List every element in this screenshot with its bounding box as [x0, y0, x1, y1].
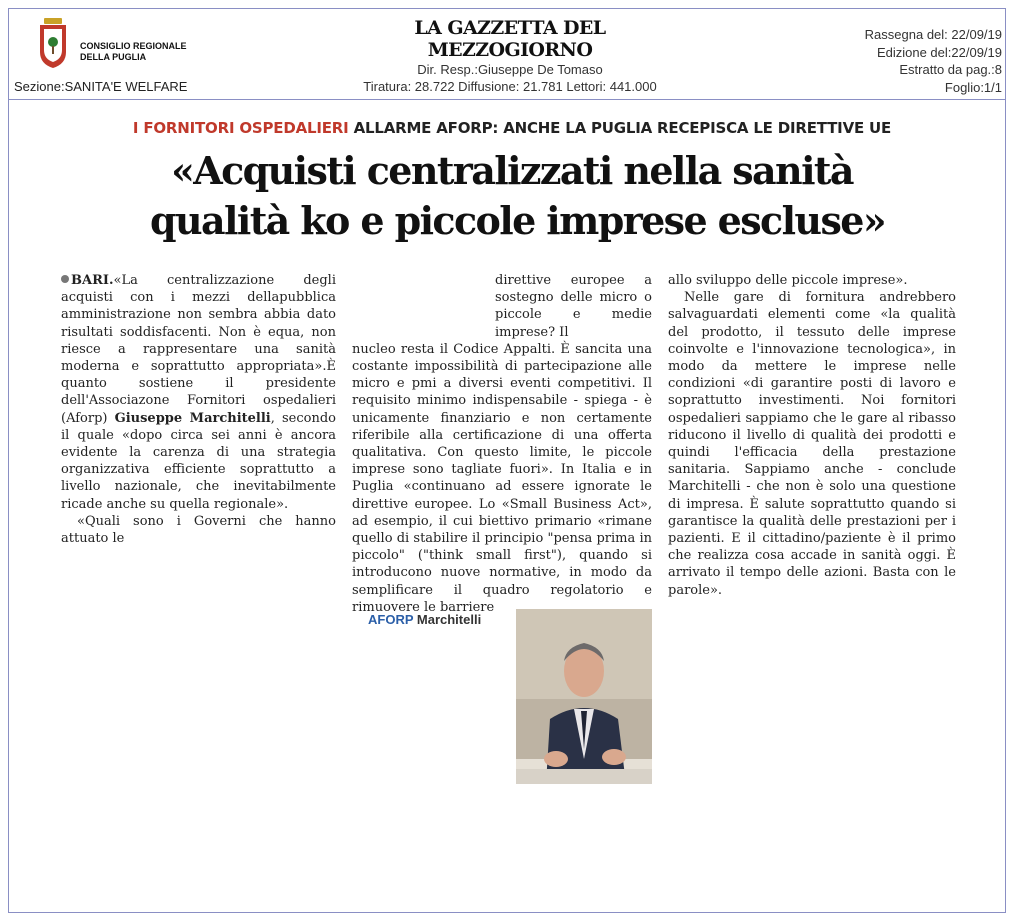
council-name-line2: DELLA PUGLIA [80, 52, 147, 62]
article-column-1 [61, 272, 336, 547]
section-label: Sezione:SANITA'E WELFARE [14, 79, 188, 94]
rassegna-date: Rassegna del: 22/09/19 [864, 27, 1002, 42]
dateline: BARI. [71, 273, 114, 288]
article-column-2 [352, 272, 652, 616]
regional-coat-of-arms-icon [38, 18, 68, 68]
column-1-text-a: «La centralizzazione degli acquisti con i mezzi dellapubblica amministrazione non sembra abbia dato risultati soddisfacenti. Non è equa, non riesce a rappresentare una sanità moderna e soprattutto appropriata».È quanto sostiene il presidente dell'Associazone Fornitori ospedalieri (Aforp) [61, 273, 336, 426]
column-1-paragraph-2: «Quali sono i Governi che hanno attuato le [61, 513, 336, 547]
interviewee-name: Giuseppe Marchitelli [114, 410, 271, 426]
kicker-subtitle: ALLARME AFORP: ANCHE LA PUGLIA RECEPISCA LE DIRETTIVE UE [353, 119, 892, 137]
headline-line-2: qualità ko e piccole imprese escluse» [150, 198, 885, 243]
header-divider [8, 99, 1006, 100]
column-2-top-text: direttive europee a sostegno delle micro o piccole e medie imprese? Il [495, 273, 652, 340]
column-3-paragraph-1: allo sviluppo delle piccole imprese». [668, 273, 908, 288]
council-name [80, 41, 187, 63]
article-kicker [0, 119, 1024, 137]
article-headline [150, 146, 885, 246]
column-1-paragraph-1 [61, 272, 336, 513]
caption-name: Marchitelli [416, 612, 482, 627]
circulation-line: Tiratura: 28.722 Diffusione: 21.781 Lettori: 441.000 [363, 79, 657, 94]
kicker-topic: I FORNITORI OSPEDALIERI [132, 119, 349, 137]
director-line: Dir. Resp.:Giuseppe De Tomaso [417, 62, 603, 77]
column-1-text-b: , secondo il quale «dopo circa sei anni è ancora evidente la carenza di una strategia organizzativa efficiente soprattutto a livello nazionale, che inevitabilmente ricade anche su quella regionale». [61, 410, 337, 512]
page-extract: Estratto da pag.:8 [899, 62, 1002, 77]
edition-date: Edizione del:22/09/19 [876, 44, 1002, 60]
council-name-line1: CONSIGLIO REGIONALE [80, 41, 187, 51]
column-2-paragraph: nucleo resta il Codice Appalti. È sancita una costante impossibilità di partecipazione alle micro e pmi a diversi eventi competitivi. Il requisito minimo indispensabile - spiega - è unicamente finanziario e non certamente riferibile alla certificazione di una offerta qualitativa. Con questo limite, le piccole imprese sono tagliate fuori». In Italia e in Puglia «continuano ad essere ignorate le direttive europee. Lo «Small Business Act», ad esempio, il cui biettivo primario «rimane quello di stabilire il principio "pensa prima in piccolo" ("think small first"), quando si introducono nuove normative, in modo da semplificare il quadro regolatorio e rimuovere le barriere [352, 341, 652, 615]
photo-caption [368, 612, 481, 627]
sheet-number: Foglio:1/1 [944, 79, 1002, 95]
column-3-paragraph-2: Nelle gare di fornitura andrebbero salvaguardati elementi come «la qualità del prodotto, il tessuto delle imprese coinvolte e l'innovazione tecnologica», in modo da mettere le imprese nelle condizioni «di garantire posti di lavoro e soprattutto investimenti. Noi fornitori ospedalieri sappiamo che le gare al ribasso riducono il livello di qualità dei prodotti e quindi l'efficacia della prestazione sanitaria. Sappiamo anche - conclude Marchitelli - che non è solo una questione di impresa. È salute soprattutto quando si garantisce la qualità delle prestazioni per i pazienti. E il cittadino/paziente è il primo che realizza cosa accade in sanità oggi. È arrivato il tempo delle azioni. Basta con le parole». [668, 290, 956, 598]
clipping-metadata [865, 26, 1002, 96]
portrait-photo [516, 609, 652, 784]
newspaper-masthead: LA GAZZETTA DEL MEZZOGIORNO [414, 17, 606, 61]
bullet-icon [61, 275, 69, 283]
article-column-3 [668, 272, 956, 599]
caption-org: AFORP [368, 612, 414, 627]
headline-line-1: «Acquisti centralizzati nella sanità [171, 148, 853, 193]
